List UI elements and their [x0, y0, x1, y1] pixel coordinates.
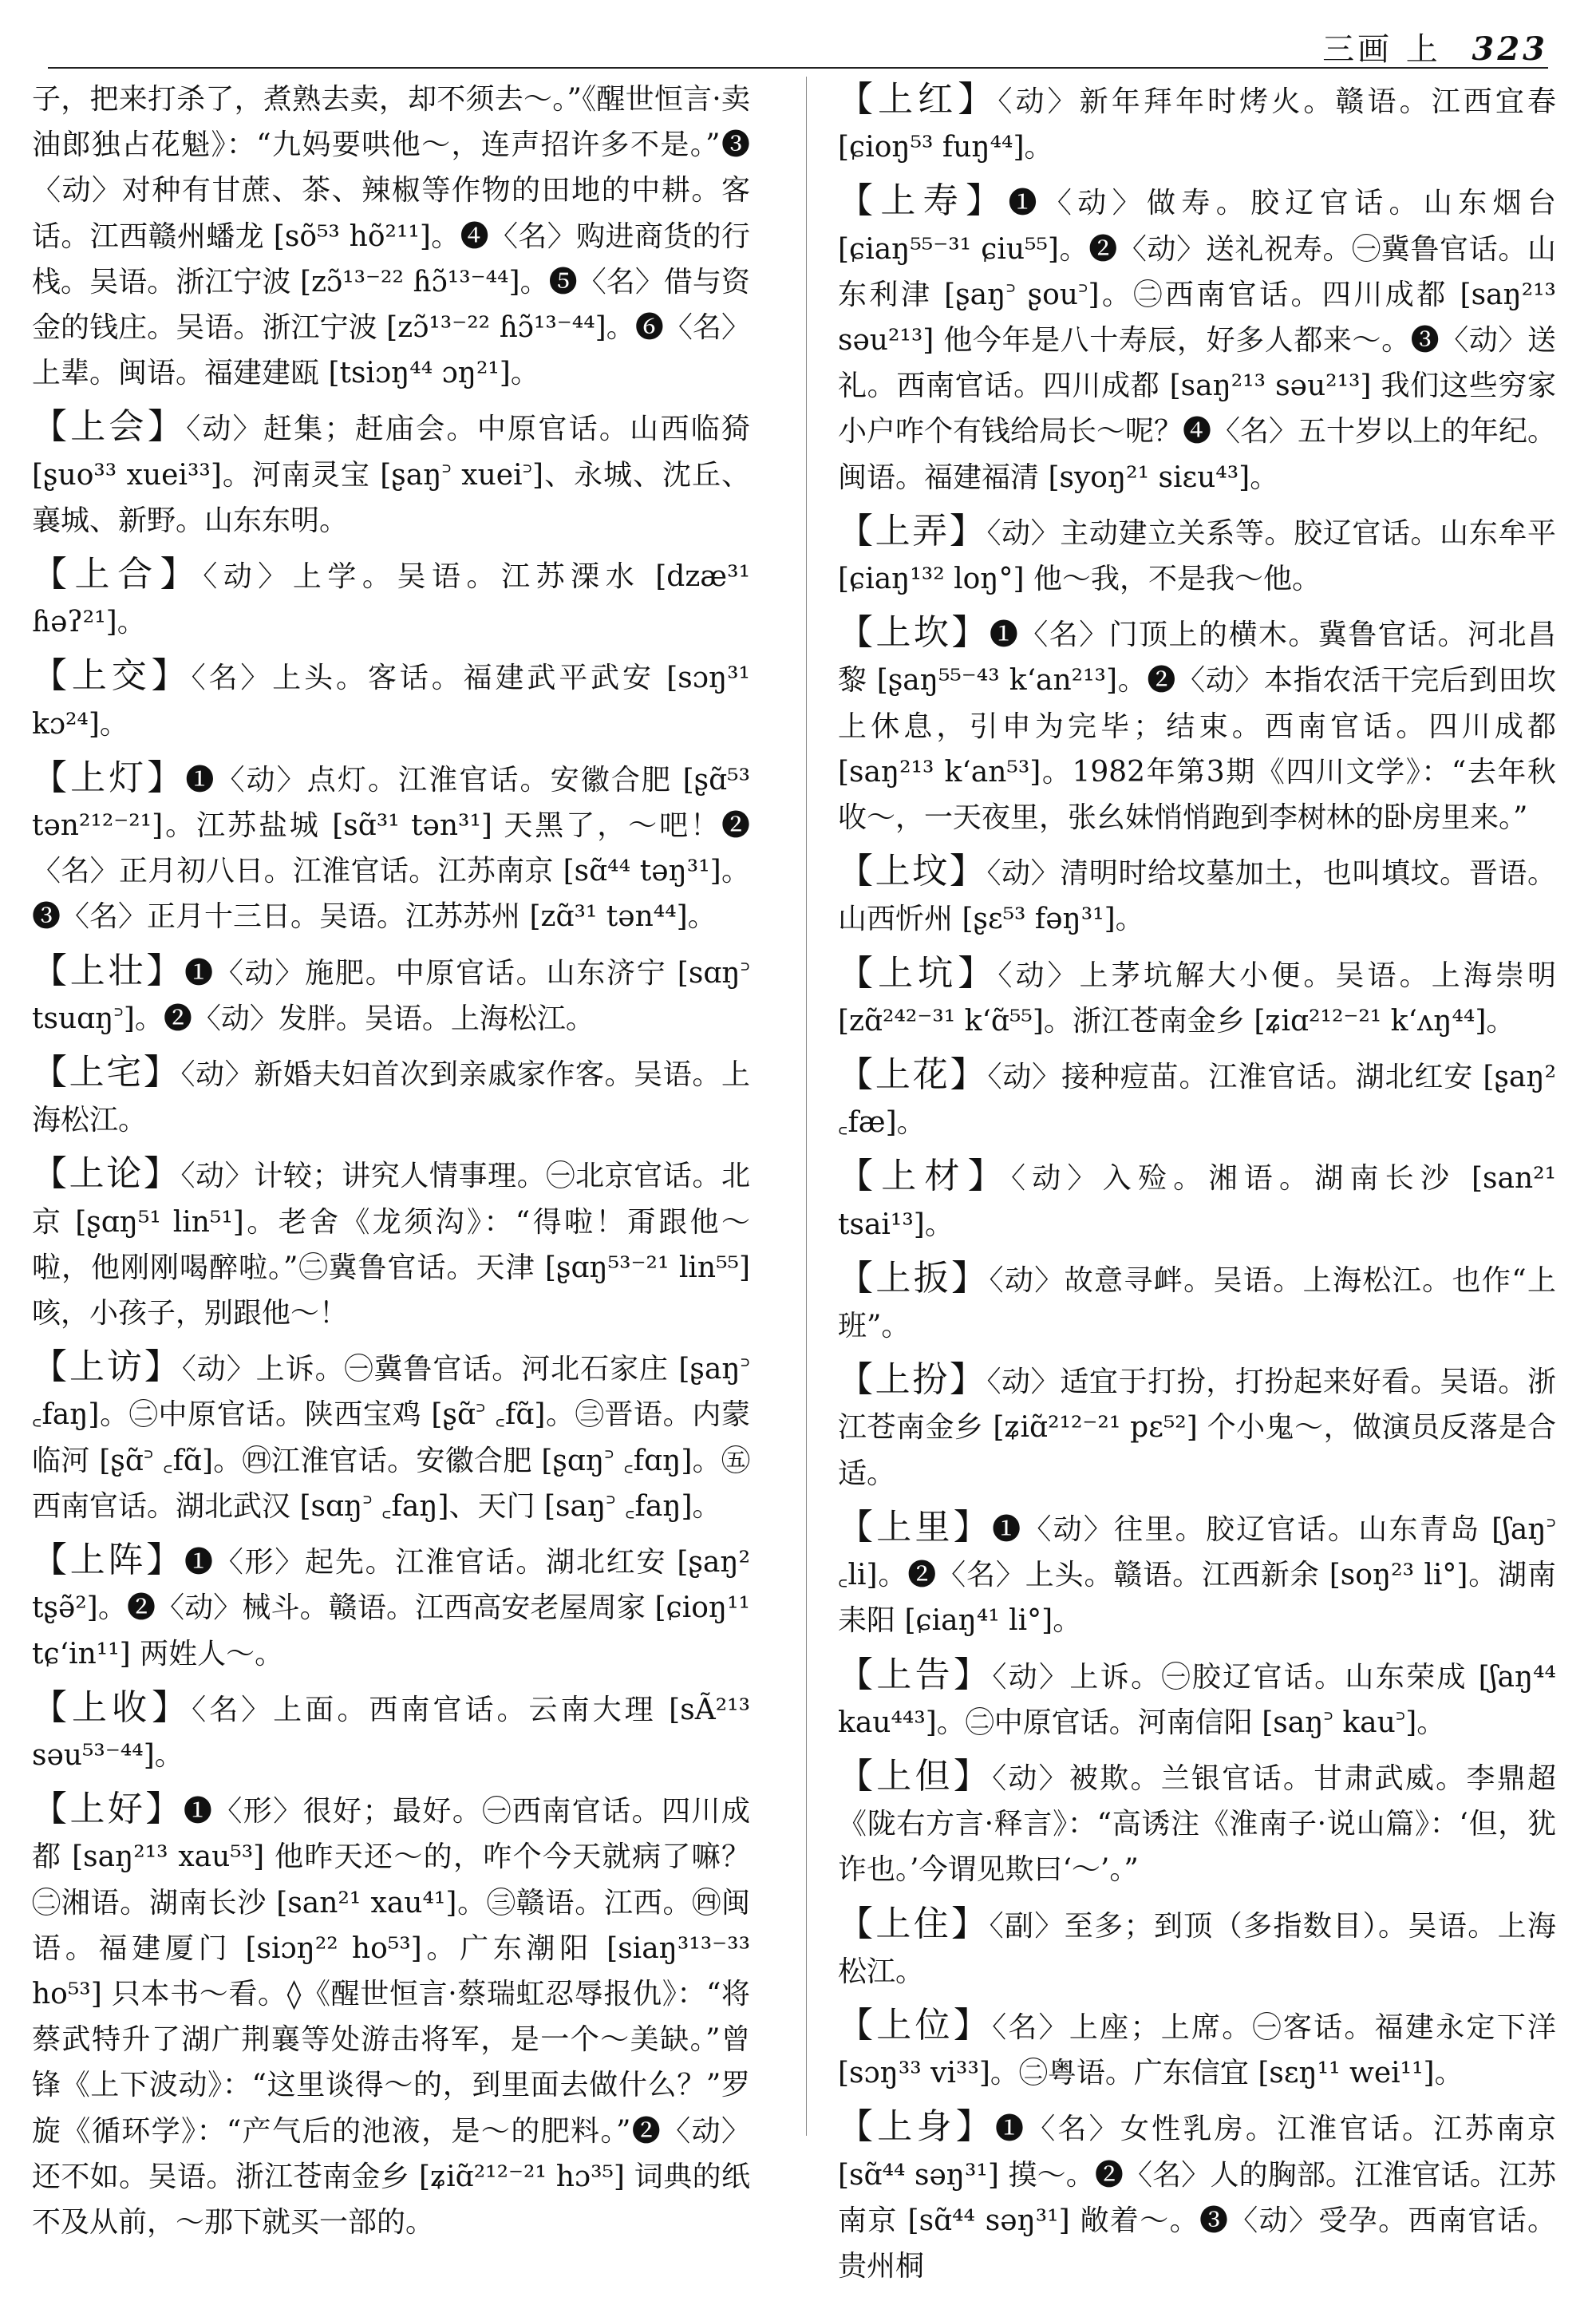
entry-definition: ❶〈动〉施肥。中原官话。山东济宁 [sɑŋ꜄ tsuɑŋ꜄]。❷〈动〉发胖。吴语。上海松江。 [32, 956, 751, 1035]
page-header [48, 16, 1548, 72]
entry-headword: 【上花】 [838, 1054, 988, 1096]
entry-definition: ❶〈名〉女性乳房。江淮官话。江苏南京 [sɑ̃⁴⁴ səŋ³¹] 摸～。❷〈名〉人的胸部。江淮官话。江苏南京 [sɑ̃⁴⁴ səŋ³¹] 敞着～。❸〈动〉受孕。西南官话。贵州桐 [838, 2113, 1556, 2283]
dictionary-entry [32, 1344, 750, 1529]
dictionary-entry [838, 1255, 1556, 1349]
section-label: 三画 [1322, 31, 1393, 68]
entry-definition: 〈名〉上面。西南官话。云南大理 [sÃ²¹³ səu⁵³⁻⁴⁴]。 [32, 1693, 750, 1772]
entry-definition: 〈动〉被欺。兰银官话。甘肃武威。李鼎超《陇右方言·释言》：“高诱注《淮南子·说山篇》：‘但，犹诈也。’今谓见欺曰‘～’。” [838, 1761, 1556, 1887]
entry-headword: 【上阵】 [32, 1540, 185, 1581]
entry-headword: 【上住】 [838, 1903, 990, 1944]
entry-headword: 【上材】 [838, 1156, 1012, 1197]
entry-headword: 【上扮】 [838, 1359, 987, 1401]
entry-headword: 【上寿】 [838, 180, 1009, 222]
entry-definition: 〈动〉上诉。㊀胶辽官话。山东荣成 [ʃaŋ⁴⁴ kau⁴⁴³]。㊁中原官话。河南信阳 [saŋ꜄ kau꜄]。 [838, 1660, 1556, 1739]
entry-definition: 〈动〉上学。吴语。江苏溧水 [dzæ³¹ ɦəʔ²¹]。 [32, 560, 751, 639]
dictionary-entry [32, 404, 750, 544]
entry-definition: ❶〈形〉起先。江淮官话。湖北红安 [ʂaŋ² tʂə̃²]。❷〈动〉械斗。赣语。江西高安老屋周家 [ɕioŋ¹¹ tɕʻin¹¹] 两姓人～。 [32, 1546, 751, 1670]
dictionary-entry [838, 951, 1556, 1044]
dictionary-entry [838, 1753, 1556, 1893]
dictionary-entry [32, 77, 750, 396]
dictionary-entry [32, 1151, 750, 1336]
dictionary-entry [838, 508, 1556, 602]
entry-headword: 【上交】 [32, 655, 192, 697]
entry-headword: 【上告】 [838, 1654, 993, 1695]
entry-headword: 【上灯】 [32, 757, 186, 798]
dictionary-entry [838, 178, 1556, 500]
column-divider [806, 77, 807, 2136]
entry-headword: 【上会】 [32, 406, 187, 448]
dictionary-entry [838, 1504, 1556, 1644]
entry-headword: 【上访】 [32, 1346, 182, 1388]
entry-headword: 【上合】 [32, 554, 203, 595]
dictionary-entry [32, 1685, 750, 1778]
left-column [32, 77, 750, 2253]
dictionary-entry [838, 2002, 1556, 2096]
entry-definition: 〈动〉新年拜年时烤火。赣语。江西宜春 [ɕioŋ⁵³ fuŋ⁴⁴]。 [838, 85, 1556, 164]
entry-headword: 【上坟】 [838, 851, 987, 892]
entry-headword: 【上扳】 [838, 1257, 990, 1299]
entry-definition: ❶〈名〉门顶上的横木。冀鲁官话。河北昌黎 [ʂaŋ⁵⁵⁻⁴³ kʻan²¹³]。❷〈动〉本指农活干完后到田坎上休息，引申为完毕；结束。西南官话。四川成都 [saŋ²¹³ kʻan⁵³]。1982年第3期《四川文学》：“去年秋收～，一天夜里，张幺妹悄悄跑到李树林的卧房里来。” [838, 619, 1556, 835]
dictionary-entry [32, 1050, 750, 1143]
dictionary-entry [32, 948, 750, 1042]
dictionary-entry [838, 1901, 1556, 1995]
entry-definition: 〈副〉至多；到顶（多指数目）。吴语。上海松江。 [838, 1909, 1556, 1988]
dictionary-entry [32, 1786, 750, 2245]
dictionary-entry [32, 552, 750, 645]
entry-headword: 【上坑】 [838, 952, 998, 994]
entry-definition: 〈动〉清明时给坟墓加土，也叫填坟。晋语。山西忻州 [ʂɛ⁵³ fəŋ³¹]。 [838, 857, 1556, 936]
entry-headword: 【上但】 [838, 1755, 993, 1797]
dictionary-entry [838, 1153, 1556, 1247]
dictionary-entry [838, 610, 1556, 840]
entry-definition: 〈名〉上座；上席。㊀客话。福建永定下洋 [sɔŋ³³ vi³³]。㊁粤语。广东信宜 [sɛŋ¹¹ wei¹¹]。 [838, 2010, 1556, 2090]
entry-definition: 子，把来打杀了，煮熟去卖，却不须去～。”《醒世恒言·卖油郎独占花魁》：“九妈要哄他～，连声招许多不是。”❸〈动〉对种有甘蔗、茶、辣椒等作物的田地的中耕。客话。江西赣州蟠龙 [sõ⁵³ hõ²¹¹]。❹〈名〉购进商货的行栈。吴语。浙江宁波 [zɔ̃¹³⁻²² ɦɔ̃¹³⁻⁴⁴]。❺〈名〉借与资金的钱庄。吴语。浙江宁波 [zɔ̃¹³⁻²² ɦɔ̃¹³⁻⁴⁴]。❻〈名〉上辈。闽语。福建建瓯 [tsiɔŋ⁴⁴ ɔŋ²¹]。 [32, 83, 750, 390]
entry-definition: ❶〈形〉很好；最好。㊀西南官话。四川成都 [saŋ²¹³ xau⁵³] 他昨天还～的，咋个今天就病了嘛？㊁湘语。湖南长沙 [san²¹ xau⁴¹]。㊂赣语。江西。㊃闽语。福建厦门 [siɔŋ²² ho⁵³]。广东潮阳 [siaŋ³¹³⁻³³ ho⁵³] 只本书～看。◊《醒世恒言·蔡瑞虹忍辱报仇》：“将蔡武特升了湖广荆襄等处游击将军，是一个～美缺。”曾锋《上下波动》：“这里谈得～的，到里面去做什么？”罗旋《循环学》：“产气后的池液，是～的肥料。”❷〈动〉还不如。吴语。浙江苍南金乡 [ʑiɑ̃²¹²⁻²¹ hɔ³⁵] 词典的纸不及从前，～那下就买一部的。 [32, 1795, 750, 2239]
dictionary-entry [838, 1052, 1556, 1145]
entry-definition: 〈动〉入殓。湘语。湖南长沙 [san²¹ tsai¹³]。 [838, 1162, 1557, 1241]
entry-definition: 〈动〉计较；讲究人情事理。㊀北京官话。北京 [ʂɑŋ⁵¹ lin⁵¹]。老舍《龙须沟》：“得啦！甭跟他～啦，他刚刚喝醉啦。”㊁冀鲁官话。天津 [ʂɑŋ⁵³⁻²¹ lin⁵⁵] 咳，小孩子，别跟他～！ [32, 1160, 750, 1330]
entry-definition: ❶〈动〉做寿。胶辽官话。山东烟台 [ɕiaŋ⁵⁵⁻³¹ ɕiu⁵⁵]。❷〈动〉送礼祝寿。㊀冀鲁官话。山东利津 [ʂaŋ꜄ ʂou꜄]。㊁西南官话。四川成都 [saŋ²¹³ səu²¹³] 他今年是八十寿辰，好多人都来～。❸〈动〉送礼。西南官话。四川成都 [saŋ²¹³ səu²¹³] 我们这些穷家小户咋个有钱给局长～呢？❹〈名〉五十岁以上的年纪。闽语。福建福清 [syoŋ²¹ siɛu⁴³]。 [838, 187, 1557, 494]
entry-definition: 〈动〉上诉。㊀冀鲁官话。河北石家庄 [ʂaŋ꜄ ꜀faŋ]。㊁中原官话。陕西宝鸡 [ʂɑ̃꜄ ꜀fɑ̃]。㊂晋语。内蒙临河 [ʂɑ̃꜄ ꜀fɑ̃]。㊃江淮官话。安徽合肥 [ʂɑŋ꜄ ꜀fɑŋ]。㊄西南官话。湖北武汉 [sɑŋ꜄ ꜀faŋ]、天门 [saŋ꜄ ꜀faŋ]。 [32, 1353, 750, 1523]
entry-headword: 【上里】 [838, 1506, 993, 1548]
dictionary-entry [32, 1537, 750, 1677]
entry-headword: 【上宅】 [32, 1052, 181, 1093]
entry-headword: 【上位】 [838, 2004, 993, 2046]
entry-headword: 【上坎】 [838, 612, 990, 654]
entry-definition: 〈动〉主动建立关系等。胶辽官话。山东牟平 [ɕiaŋ¹³² loŋ°] 他～我，不是我～他。 [838, 516, 1556, 596]
entry-headword: 【上论】 [32, 1153, 181, 1195]
dictionary-entry [838, 1652, 1556, 1745]
entry-headword: 【上弄】 [838, 510, 987, 552]
right-column [838, 77, 1556, 2297]
header-rule [48, 67, 1548, 69]
dictionary-entry [838, 848, 1556, 942]
running-head [1322, 24, 1548, 69]
entry-headword: 【上收】 [32, 1686, 192, 1728]
dictionary-entry [838, 2104, 1556, 2289]
entry-headword: 【上身】 [838, 2106, 995, 2148]
entry-definition: ❶〈动〉点灯。江淮官话。安徽合肥 [ʂɑ̃⁵³ tən²¹²⁻²¹]。江苏盐城 [sɑ̃³¹ tən³¹] 天黑了，～吧！❷〈名〉正月初八日。江淮官话。江苏南京 [sɑ̃⁴⁴ təŋ³¹]。❸〈名〉正月十三日。吴语。江苏苏州 [zɑ̃³¹ tən⁴⁴]。 [32, 763, 750, 934]
dictionary-entry [838, 77, 1556, 170]
entry-definition: 〈动〉接种痘苗。江淮官话。湖北红安 [ʂaŋ² ꜀fæ]。 [838, 1061, 1557, 1140]
header-character: 上 [1405, 31, 1441, 68]
dictionary-entry [838, 1357, 1556, 1496]
entry-definition: 〈动〉适宜于打扮，打扮起来好看。吴语。浙江苍南金乡 [ʑiɑ̃²¹²⁻²¹ pɛ⁵²] 个小鬼～，做演员反落是合适。 [838, 1366, 1556, 1490]
entry-headword: 【上壮】 [32, 950, 185, 991]
dictionary-entry [32, 653, 750, 746]
entry-definition: 〈动〉上茅坑解大小便。吴语。上海崇明 [zɑ̃²⁴²⁻³¹ kʻɑ̃⁵⁵]。浙江苍南金乡 [ʑiɑ²¹²⁻²¹ kʻʌŋ⁴⁴]。 [838, 959, 1556, 1038]
entry-definition: 〈动〉新婚夫妇首次到亲戚家作客。吴语。上海松江。 [32, 1058, 750, 1137]
entry-definition: 〈名〉上头。客话。福建武平武安 [sɔŋ³¹ kɔ²⁴]。 [32, 662, 750, 741]
entry-definition: ❶〈动〉往里。胶辽官话。山东青岛 [ʃaŋ꜄ ꜀li]。❷〈名〉上头。赣语。江西新余 [soŋ²³ li°]。湖南耒阳 [ɕiaŋ⁴¹ li°]。 [838, 1512, 1556, 1638]
entry-definition: 〈动〉故意寻衅。吴语。上海松江。也作“上班”。 [838, 1263, 1557, 1343]
dictionary-entry [32, 755, 750, 940]
entry-headword: 【上红】 [838, 79, 998, 120]
entry-definition: 〈动〉赶集；赶庙会。中原官话。山西临猗 [ʂuo³³ xuei³³]。河南灵宝 [ʂaŋ꜄ xuei꜄]、永城、沈丘、襄城、新野。山东东明。 [32, 413, 750, 537]
entry-headword: 【上好】 [32, 1789, 184, 1830]
page-number: 323 [1472, 30, 1548, 68]
